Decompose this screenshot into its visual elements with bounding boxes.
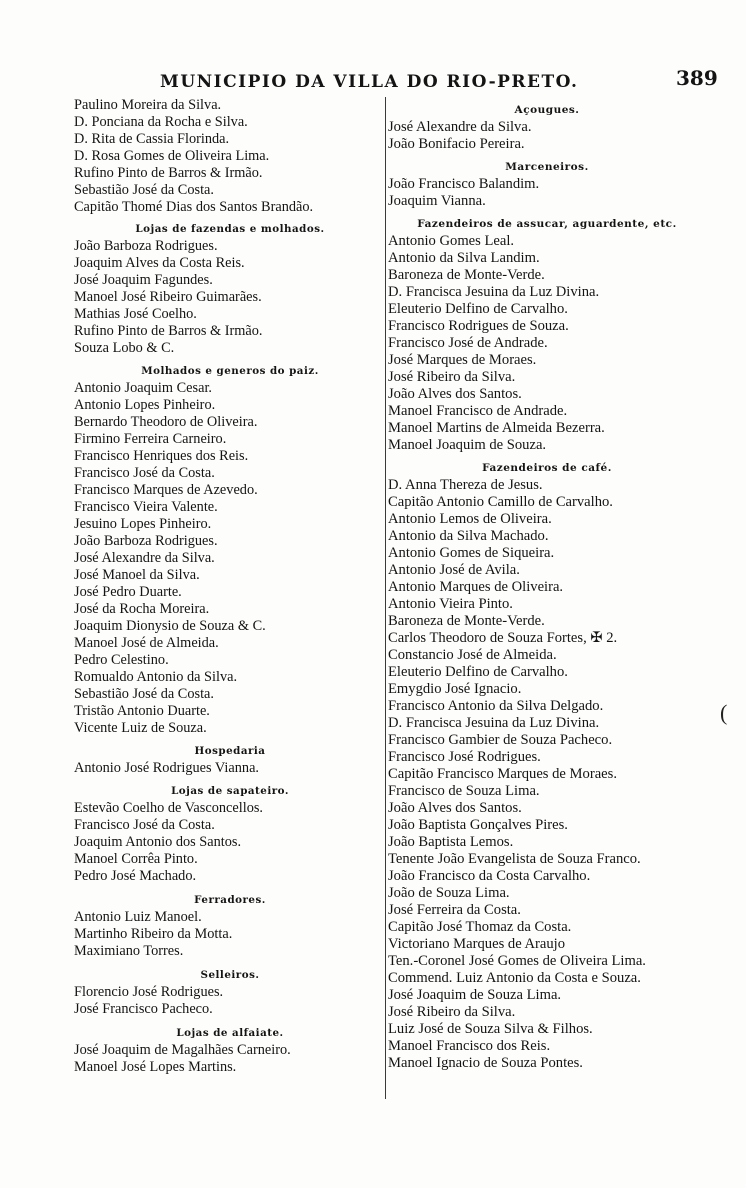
directory-entry: Manoel Corrêa Pinto. <box>74 851 198 867</box>
margin-mark: ( <box>720 700 728 725</box>
directory-entry: Antonio Lopes Pinheiro. <box>74 397 216 413</box>
directory-entry: Francisco José de Andrade. <box>388 335 548 351</box>
directory-entry: Rufino Pinto de Barros & Irmão. <box>74 323 263 339</box>
directory-entry: José Marques de Moraes. <box>388 352 537 368</box>
directory-entry: Rufino Pinto de Barros & Irmão. <box>74 165 263 181</box>
directory-entry: D. Rosa Gomes de Oliveira Lima. <box>74 148 270 164</box>
directory-entry: Manoel José Lopes Martins. <box>74 1059 237 1075</box>
directory-entry: Joaquim Dionysio de Souza & C. <box>74 618 266 634</box>
directory-entry: Francisco Marques de Azevedo. <box>74 482 258 498</box>
directory-entry: João Baptista Lemos. <box>388 834 514 850</box>
directory-entry: José Joaquim Fagundes. <box>74 272 213 288</box>
left-section-1 <box>74 220 392 357</box>
directory-entry: Antonio José Rodrigues Vianna. <box>74 760 260 776</box>
directory-entry: Pedro Celestino. <box>74 652 169 668</box>
section-heading: Marceneiros. <box>505 161 589 173</box>
directory-entry: Baroneza de Monte-Verde. <box>388 267 545 283</box>
directory-entry: José Ferreira da Costa. <box>388 902 521 918</box>
page-header-title: MUNICIPIO DA VILLA DO RIO-PRETO. <box>160 72 579 92</box>
directory-entry: Ten.-Coronel José Gomes de Oliveira Lima. <box>388 953 646 969</box>
directory-entry: Antonio Gomes de Siqueira. <box>388 545 555 561</box>
directory-entry: Sebastião José da Costa. <box>74 182 214 198</box>
directory-entry: Commend. Luiz Antonio da Costa e Souza. <box>388 970 641 986</box>
directory-entry: José Joaquim de Souza Lima. <box>388 987 562 1003</box>
section-heading: Lojas de alfaiate. <box>176 1027 284 1039</box>
directory-entry: Antonio José de Avila. <box>388 562 520 578</box>
directory-entry: Joaquim Vianna. <box>388 193 486 209</box>
directory-entry: Eleuterio Delfino de Carvalho. <box>388 301 568 317</box>
left-section-4 <box>74 782 392 885</box>
directory-entry: Francisco José da Costa. <box>74 817 215 833</box>
directory-entry: José Joaquim de Magalhães Carneiro. <box>74 1042 291 1058</box>
directory-entry: Antonio Gomes Leal. <box>388 233 515 249</box>
directory-entry: D. Anna Thereza de Jesus. <box>388 477 543 493</box>
directory-entry: João Barboza Rodrigues. <box>74 533 218 549</box>
directory-entry: Joaquim Antonio dos Santos. <box>74 834 242 850</box>
directory-entry: D. Francisca Jesuina da Luz Divina. <box>388 284 600 300</box>
directory-entry: Baroneza de Monte-Verde. <box>388 613 545 629</box>
directory-entry: José Francisco Pacheco. <box>74 1001 213 1017</box>
directory-entry: Jesuino Lopes Pinheiro. <box>74 516 212 532</box>
right-column <box>388 97 706 1072</box>
directory-entry: Romualdo Antonio da Silva. <box>74 669 238 685</box>
left-section-5 <box>74 891 392 960</box>
directory-entry: João Barboza Rodrigues. <box>74 238 218 254</box>
directory-entry: D. Ponciana da Rocha e Silva. <box>74 114 248 130</box>
directory-entry: Antonio da Silva Landim. <box>388 250 540 266</box>
directory-entry: Paulino Moreira da Silva. <box>74 97 222 113</box>
section-heading: Lojas de fazendas e molhados. <box>135 223 325 235</box>
left-section-6 <box>74 966 392 1018</box>
directory-entry: Francisco Rodrigues de Souza. <box>388 318 569 334</box>
directory-entry: João Alves dos Santos. <box>388 386 522 402</box>
directory-entry: Manoel Francisco de Andrade. <box>388 403 568 419</box>
section-heading: Fazendeiros de assucar, aguardente, etc. <box>417 218 677 230</box>
left-section-2 <box>74 362 392 737</box>
directory-entry: João Francisco Balandim. <box>388 176 540 192</box>
directory-entry: Capitão Antonio Camillo de Carvalho. <box>388 494 613 510</box>
directory-entry: João Baptista Gonçalves Pires. <box>388 817 568 833</box>
section-heading: Selleiros. <box>200 969 260 981</box>
directory-entry: Souza Lobo & C. <box>74 340 175 356</box>
directory-entry: Manoel Joaquim de Souza. <box>388 437 547 453</box>
directory-entry: Capitão Thomé Dias dos Santos Brandão. <box>74 199 314 215</box>
directory-entry: Manoel José Ribeiro Guimarães. <box>74 289 262 305</box>
right-section-1 <box>388 158 706 210</box>
directory-entry: Firmino Ferreira Carneiro. <box>74 431 227 447</box>
directory-entry: João Bonifacio Pereira. <box>388 136 525 152</box>
directory-entry: José Pedro Duarte. <box>74 584 182 600</box>
directory-entry: Antonio Vieira Pinto. <box>388 596 513 612</box>
directory-entry: Martinho Ribeiro da Motta. <box>74 926 233 942</box>
directory-entry: João Francisco da Costa Carvalho. <box>388 868 591 884</box>
directory-entry: José Manoel da Silva. <box>74 567 200 583</box>
directory-entry: D. Rita de Cassia Florinda. <box>74 131 230 147</box>
directory-entry: Florencio José Rodrigues. <box>74 984 224 1000</box>
directory-entry: Francisco de Souza Lima. <box>388 783 540 799</box>
directory-entry: Constancio José de Almeida. <box>388 647 557 663</box>
directory-entry: Manoel Ignacio de Souza Pontes. <box>388 1055 583 1071</box>
section-heading: Açougues. <box>514 104 580 116</box>
directory-entry: José Ribeiro da Silva. <box>388 1004 516 1020</box>
directory-entry: Manoel Francisco dos Reis. <box>388 1038 551 1054</box>
directory-entry: Antonio Luiz Manoel. <box>74 909 202 925</box>
directory-entry: Sebastião José da Costa. <box>74 686 214 702</box>
directory-entry: Carlos Theodoro de Souza Fortes, ✠ 2. <box>388 630 618 646</box>
directory-entry: Victoriano Marques de Araujo <box>388 936 566 952</box>
directory-entry: Mathias José Coelho. <box>74 306 197 322</box>
directory-entry: Tristão Antonio Duarte. <box>74 703 210 719</box>
directory-entry: Francisco Antonio da Silva Delgado. <box>388 698 604 714</box>
directory-entry: José Ribeiro da Silva. <box>388 369 516 385</box>
directory-entry: Capitão José Thomaz da Costa. <box>388 919 572 935</box>
directory-entry: Emygdio José Ignacio. <box>388 681 522 697</box>
section-heading: Hospedaria <box>194 745 266 757</box>
directory-entry: Francisco Henriques dos Reis. <box>74 448 249 464</box>
column-divider <box>385 97 386 1099</box>
directory-entry: Estevão Coelho de Vasconcellos. <box>74 800 264 816</box>
directory-entry: Pedro José Machado. <box>74 868 197 884</box>
directory-entry: João Alves dos Santos. <box>388 800 522 816</box>
directory-entry: Maximiano Torres. <box>74 943 184 959</box>
directory-entry: Francisco José da Costa. <box>74 465 215 481</box>
right-section-3 <box>388 459 706 1072</box>
directory-entry: Luiz José de Souza Silva & Filhos. <box>388 1021 593 1037</box>
directory-entry: Manoel José de Almeida. <box>74 635 219 651</box>
directory-entry: Francisco José Rodrigues. <box>388 749 541 765</box>
section-heading: Ferradores. <box>194 894 266 906</box>
section-heading: Molhados e generos do paiz. <box>141 365 319 377</box>
directory-entry: José Alexandre da Silva. <box>74 550 215 566</box>
directory-entry: Vicente Luiz de Souza. <box>74 720 207 736</box>
directory-entry: Eleuterio Delfino de Carvalho. <box>388 664 568 680</box>
left-section-3 <box>74 742 392 777</box>
left-column <box>74 97 392 1076</box>
left-section-7 <box>74 1024 392 1076</box>
section-heading: Lojas de sapateiro. <box>171 785 289 797</box>
directory-entry: Antonio Joaquim Cesar. <box>74 380 213 396</box>
right-section-2 <box>388 215 706 454</box>
directory-entry: Francisco Vieira Valente. <box>74 499 218 515</box>
directory-entry: João de Souza Lima. <box>388 885 510 901</box>
section-heading: Fazendeiros de café. <box>482 462 612 474</box>
right-section-0 <box>388 101 706 153</box>
directory-entry: Manoel Martins de Almeida Bezerra. <box>388 420 605 436</box>
directory-entry: José da Rocha Moreira. <box>74 601 210 617</box>
directory-entry: Bernardo Theodoro de Oliveira. <box>74 414 258 430</box>
directory-entry: Antonio Lemos de Oliveira. <box>388 511 552 527</box>
directory-entry: Tenente João Evangelista de Souza Franco. <box>388 851 641 867</box>
directory-entry: José Alexandre da Silva. <box>388 119 532 135</box>
directory-entry: Capitão Francisco Marques de Moraes. <box>388 766 617 782</box>
left-section-0 <box>74 97 392 216</box>
directory-entry: D. Francisca Jesuina da Luz Divina. <box>388 715 600 731</box>
page-number: 389 <box>676 66 718 90</box>
directory-entry: Antonio da Silva Machado. <box>388 528 549 544</box>
directory-entry: Joaquim Alves da Costa Reis. <box>74 255 245 271</box>
directory-entry: Francisco Gambier de Souza Pacheco. <box>388 732 613 748</box>
directory-entry: Antonio Marques de Oliveira. <box>388 579 564 595</box>
